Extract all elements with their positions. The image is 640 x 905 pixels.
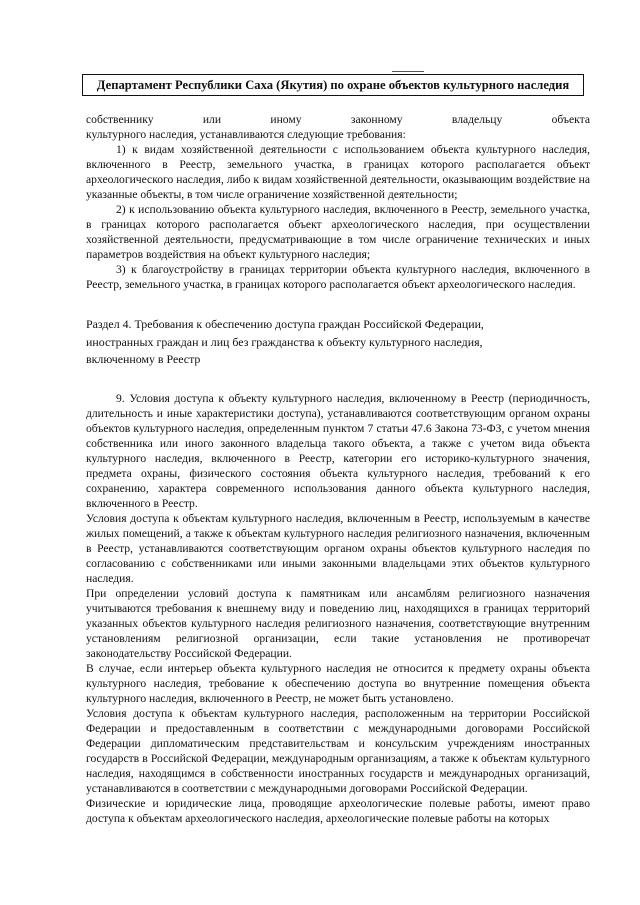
requirement-item-3: 3) к благоустройству в границах территории объекта культурного наследия, включенного в Реестр, земельного участка, в границах которого располагается объект археологического наследия. xyxy=(86,263,590,291)
scan-mark xyxy=(392,71,424,72)
document-body xyxy=(86,112,590,826)
department-header xyxy=(82,74,584,96)
requirement-item-1: 1) к видам хозяйственной деятельности с использованием объекта культурного наследия, включенного в Реестр, земельного участка, в границах которого располагается объект археологического наследия, либо к видам хозяйственной деятельности, оказывающим воздействие на указанные объекты, в том числе ограничение хозяйственной деятельности; xyxy=(86,143,590,201)
section-heading-line: Раздел 4. Требования к обеспечению доступа граждан Российской Федерации, xyxy=(86,317,484,331)
requirement-item-2: 2) к использованию объекта культурного наследия, включенного в Реестр, земельного участка, в границах которого располагается объект археологического наследия, при осуществлении хозяйственной деятельности, предусматривающие в том числе ограничение технических и иных параметров воздействия на объект культурного наследия; xyxy=(86,203,590,261)
paragraph-9: 9. Условия доступа к объекту культурного наследия, включенному в Реестр (периодичность, длительность и иные характеристики доступа), устанавливаются соответствующим органом охраны объектов культурного наследия, определенным пунктом 7 статьи 47.6 Закона 73-ФЗ, с учетом мнения собственника или иного законного владельца такого объекта, а также с учетом вида объекта культурного наследия, включенного в Реестр, категории его историко-культурного значения, предмета охраны, физического состояния объекта культурного наследия, требований к его сохранению, характера современного использования данного объекта культурного наследия, включенного в Реестр. xyxy=(86,391,590,510)
paragraph: При определении условий доступа к памятникам или ансамблям религиозного назначения учитываются требования к внешнему виду и поведению лиц, находящихся в границах территорий указанных объектов культурного наследия религиозного назначения, соответствующие внутренним установлениям религиозной организации, если такие установления не противоречат законодательству Российской Федерации. xyxy=(86,586,590,660)
paragraph: Условия доступа к объектам культурного наследия, включенным в Реестр, используемым в качестве жилых помещений, а также к объектам культурного наследия религиозного назначения, включенным в Реестр, устанавливаются соответствующим органом охраны объектов культурного наследия по согласованию с собственниками или иными законными владельцами этих объектов культурного наследия. xyxy=(86,511,590,585)
intro-text: культурного наследия, устанавливаются следующие требования: xyxy=(86,128,406,141)
paragraph: Физические и юридические лица, проводящие археологические полевые работы, имеют право доступа к объектам археологического наследия, археологические полевые работы на которых xyxy=(86,796,590,825)
intro-word: или xyxy=(202,113,222,126)
intro-word: собственнику xyxy=(86,113,154,126)
intro-first-line xyxy=(86,112,590,127)
section-heading xyxy=(86,316,590,369)
intro-word: иному xyxy=(270,113,302,126)
intro-word: объекта xyxy=(551,113,590,126)
section-heading-line: иностранных граждан и лиц без гражданства к объекту культурного наследия, xyxy=(86,334,483,349)
section-heading-line: включенному в Реестр xyxy=(86,352,201,366)
department-title: Департамент Республики Саха (Якутия) по охране объектов культурного наследия xyxy=(96,78,570,92)
intro-word: владельцу xyxy=(451,113,503,126)
paragraph: В случае, если интерьер объекта культурного наследия не относится к предмету охраны объекта культурного наследия, требование к обеспечению доступа во внутренние помещения объекта культурного наследия, включенного в Реестр, не может быть установлено. xyxy=(86,661,590,705)
paragraph: Условия доступа к объектам культурного наследия, расположенным на территории Российской Федерации и предоставленным в соответствии с международными договорами Российской Федерации дипломатическим представительствам и консульским учреждениям иностранных государств в Российской Федерации, международным организациям, а также к объектам культурного наследия, находящимся в собственности иностранных государств и международных организаций, устанавливаются в соответствии с международными договорами Российской Федерации. xyxy=(86,706,590,795)
intro-word: законному xyxy=(350,113,403,126)
